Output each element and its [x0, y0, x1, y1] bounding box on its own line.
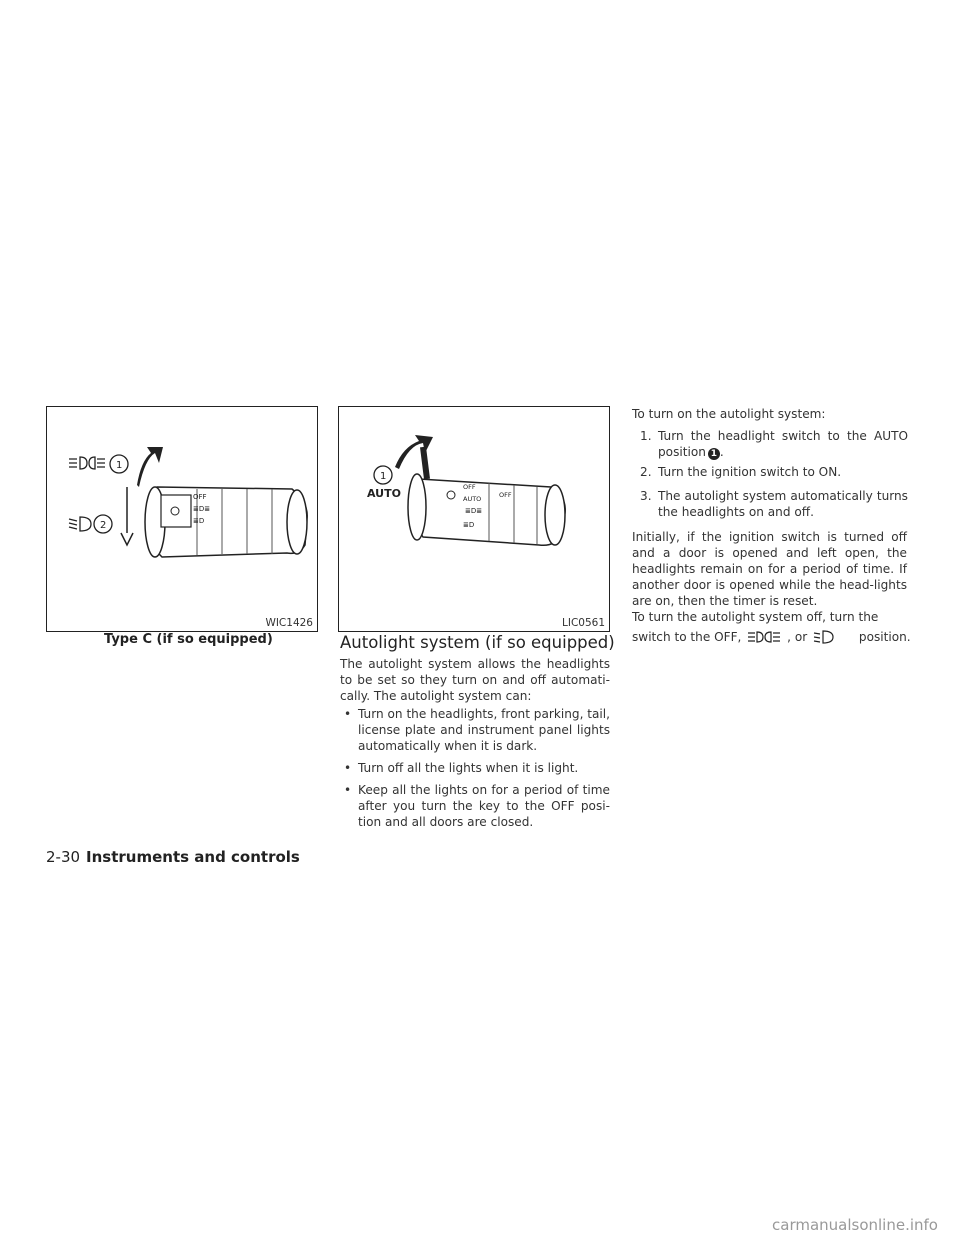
svg-text:≣D≣: ≣D≣ [193, 505, 211, 513]
watermark: carmanualsonline.info [772, 1216, 938, 1234]
bullet-item: • Turn on the headlights, front parking, tail, license plate and instrument panel lights automatically when it is dark. [344, 707, 610, 753]
auto-label: AUTO [367, 487, 401, 500]
down-arrow-icon [121, 533, 133, 545]
page-number: 2-30 [46, 848, 81, 866]
light-switch-illustration-right [339, 407, 609, 631]
step-item: 2. Turn the ignition switch to ON. [640, 465, 842, 479]
svg-text:≣D: ≣D [193, 517, 205, 525]
turn-off-line: switch to the OFF, , or position. [632, 630, 911, 644]
svg-text:2: 2 [100, 520, 107, 531]
initially-paragraph: Initially, if the ignition switch is turned off and a door is opened and left open, the headlights remain on for a period of time. If another door is opened while the head-lights are on, then the timer is reset. [632, 530, 907, 608]
figure-code: WIC1426 [265, 617, 313, 629]
step-item: 1. Turn the headlight switch to the AUTO position 1 . [640, 429, 908, 459]
rotate-arrow-icon [137, 447, 163, 487]
svg-text:AUTO: AUTO [463, 495, 482, 503]
svg-text:≣D≣: ≣D≣ [465, 507, 483, 515]
svg-text:OFF: OFF [463, 483, 476, 491]
page-footer [46, 848, 300, 866]
parking-light-icon [747, 630, 781, 644]
figure-caption: Type C (if so equipped) [104, 632, 273, 647]
svg-text:1: 1 [116, 460, 123, 471]
parking-light-icon [69, 457, 105, 469]
turn-off-paragraph: To turn the autolight system off, turn the [632, 610, 879, 624]
callout-1-icon: 1 [708, 448, 720, 460]
svg-text:≣D: ≣D [463, 521, 475, 529]
intro-paragraph: The autolight system allows the headlights to be set so they turn on and off automati-cally. The autolight system can: [340, 657, 610, 703]
figure-light-switch-type-c [46, 406, 318, 632]
bullet-item: • Turn off all the lights when it is light. [344, 761, 579, 775]
headlight-icon [69, 517, 91, 531]
step-item: 3. The autolight system automatically turns the headlights on and off. [640, 489, 908, 519]
bullet-item: • Keep all the lights on for a period of time after you turn the key to the OFF posi-tion and all doors are closed. [344, 783, 610, 829]
section-heading: Autolight system (if so equipped) [340, 633, 615, 652]
turn-on-intro: To turn on the autolight system: [632, 407, 826, 421]
svg-text:OFF: OFF [499, 491, 512, 499]
footer-section-title: Instruments and controls [86, 848, 300, 866]
switch-label-off: OFF [193, 493, 207, 501]
figure-code: LIC0561 [562, 617, 605, 629]
headlight-icon [813, 630, 835, 644]
figure-autolight-switch [338, 406, 610, 632]
light-switch-illustration-left [47, 407, 317, 631]
svg-text:1: 1 [380, 471, 387, 482]
